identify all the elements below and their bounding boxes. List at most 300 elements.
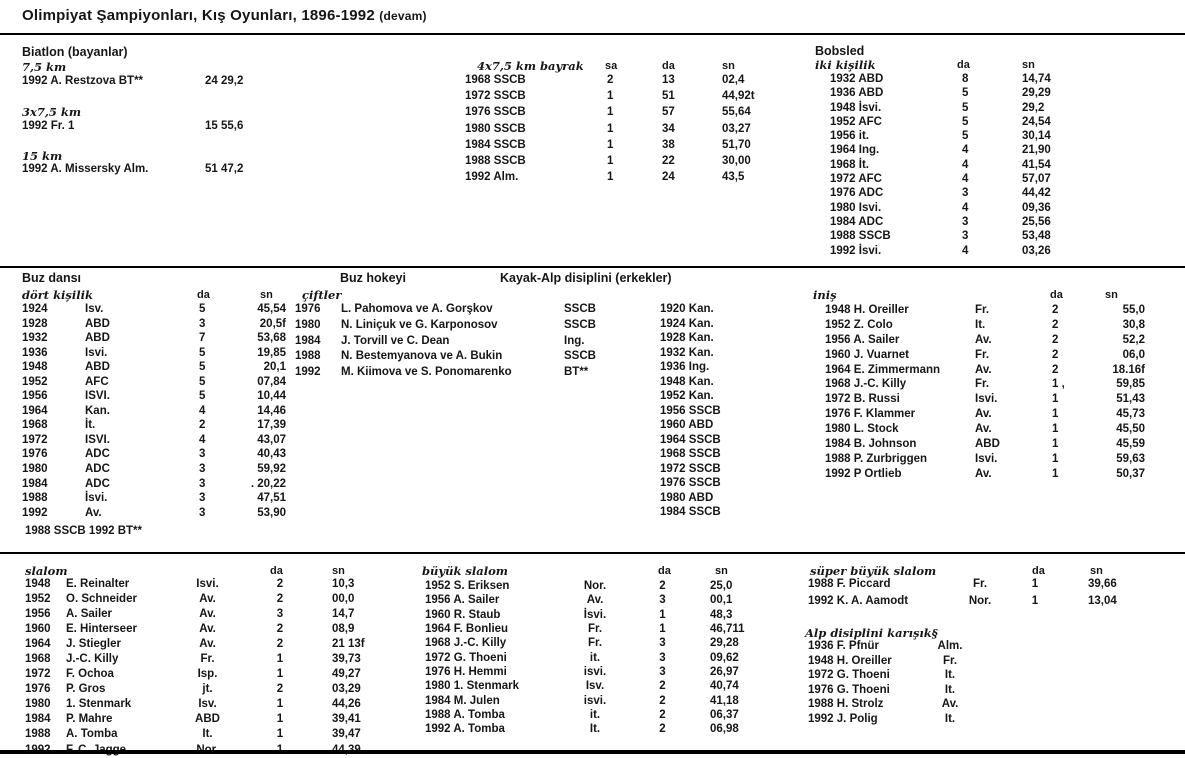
cell-sn: 06,37 — [710, 709, 739, 722]
table-row — [805, 669, 985, 684]
cell-sa: 1 — [607, 171, 614, 184]
cell-entry: 1932 Kan. — [660, 346, 714, 359]
cell-sa: 1 — [607, 106, 614, 119]
table-row — [25, 593, 365, 608]
cell-da: 4 — [199, 404, 206, 417]
cell-sn: 59,85 — [1116, 378, 1145, 391]
cell-da: 2 — [659, 723, 666, 736]
cell-country: Isvi. — [196, 578, 219, 590]
cell-country: Av. — [975, 363, 992, 376]
cell-year: 1968 — [25, 653, 51, 666]
cell-entry: 1992 A. Restzova BT** — [22, 75, 144, 87]
section-header-buz-hokeyi: Buz hokeyi — [340, 271, 406, 285]
cell-da: 5 — [962, 130, 969, 143]
event-name-dort-kisilik: dört kişilik — [22, 288, 93, 302]
cell-da: 2 — [1052, 304, 1059, 316]
cell-da: 1 — [276, 698, 284, 711]
cell-year: 1984 — [22, 477, 48, 490]
cell-da: 3 — [199, 506, 206, 519]
footnote: 1988 SSCB 1992 BT** — [25, 525, 142, 537]
cell-da: 2 — [1052, 318, 1059, 331]
cell-sn: 52,2 — [1122, 333, 1145, 346]
cell-da: 5 — [199, 361, 206, 374]
cell-country: ABD — [85, 332, 110, 345]
table-row — [815, 173, 1051, 187]
table-row — [25, 608, 365, 623]
section-header-buz-dansi: Buz dansı — [22, 271, 82, 285]
cell-country: Isp. — [197, 668, 218, 681]
cell-sn: 10,3 — [332, 578, 355, 590]
table-row — [815, 102, 1051, 116]
cell-country: Ing. — [564, 334, 585, 347]
cell-da: 2 — [1052, 348, 1059, 361]
cell-country: SSCB — [564, 350, 596, 363]
cell-da: 3 — [659, 666, 666, 679]
cell-sn: 39,47 — [332, 728, 361, 741]
cell-entry: 1956 SSCB — [660, 404, 721, 417]
table-row — [813, 349, 1145, 364]
cell-sn: 10,44 — [257, 390, 286, 403]
col-header-da: da — [662, 60, 675, 72]
table-row — [420, 652, 745, 666]
cell-year: 1928 — [22, 317, 48, 330]
cell-da: 1 — [659, 608, 666, 621]
cell-entry: 1960 ABD — [660, 419, 714, 431]
cell-entry: 1968 J.-C. Killy — [425, 637, 507, 650]
table-row — [660, 463, 721, 478]
table-row — [805, 655, 985, 670]
divider-top — [0, 33, 1185, 35]
cell-entry: 1988 P. Zurbriggen — [825, 452, 928, 465]
cell-names: N. Bestemyanova ve A. Bukin — [341, 350, 503, 363]
cell-country: Av. — [975, 467, 992, 480]
page-title — [22, 7, 427, 24]
table-row — [805, 713, 985, 728]
ciftler-table — [295, 303, 596, 382]
cell-sn: 57,07 — [1022, 173, 1051, 186]
table-row — [22, 419, 286, 434]
cell-year: 1976 — [22, 448, 48, 461]
cell-sn: 55,64 — [722, 106, 751, 119]
cell-da: 5 — [199, 346, 206, 359]
table-row — [660, 506, 721, 521]
table-row — [420, 637, 745, 651]
cell-sa: 1 — [607, 154, 614, 167]
cell-da: 2 — [659, 709, 666, 722]
cell-name: P. Gros — [66, 683, 106, 696]
cell-sn: 44,92t — [722, 90, 755, 103]
cell-time: 51 47,2 — [205, 163, 244, 175]
table-row — [295, 335, 596, 351]
cell-year: 1952 — [22, 375, 48, 388]
cell-country: Fr. — [975, 304, 990, 316]
cell-country: Av. — [586, 594, 604, 607]
cell-year: 1980 — [295, 318, 321, 331]
cell-country: Fr. — [975, 348, 990, 361]
cell-sn: 46,711 — [710, 623, 745, 636]
table-row — [420, 695, 745, 709]
col-header-sn: sn — [332, 565, 345, 577]
cell-entry: 1992 J. Polig — [808, 712, 878, 725]
col-header-da: da — [1032, 565, 1045, 577]
event-name-buyuk-slalom: büyük slalom — [422, 564, 508, 578]
table-row — [813, 453, 1145, 468]
page-title-suffix: (devam) — [379, 9, 427, 23]
cell-sn: 51,43 — [1116, 393, 1145, 406]
cell-sn: 53,68 — [257, 332, 286, 345]
table-row — [420, 623, 745, 637]
cell-sa: 1 — [607, 122, 614, 135]
col-header-da: da — [270, 565, 283, 577]
cell-da: 2 — [659, 580, 666, 592]
cell-entry: 1980 ABD — [660, 491, 714, 504]
cell-sn: 29,29 — [1022, 87, 1051, 100]
divider-band3 — [0, 552, 1185, 554]
table-row — [22, 390, 286, 405]
event-name-7-5km: 7,5 km — [22, 60, 67, 74]
table-row — [465, 74, 755, 90]
cell-entry: 1948 H. Oreiller — [808, 654, 892, 667]
cell-sn: 29,28 — [710, 637, 739, 650]
cell-entry: 1992 Fr. 1 — [22, 120, 75, 132]
col-header-sn: sn — [1090, 565, 1103, 577]
cell-entry: 1920 Kan. — [660, 303, 714, 315]
cell-entry: 1952 AFC — [830, 115, 882, 128]
table-row — [660, 448, 721, 463]
cell-name: E. Hinterseer — [66, 623, 137, 636]
cell-entry: 1992 İsvi. — [830, 244, 882, 257]
cell-entry: 1976 H. Hemmi — [425, 666, 507, 679]
cell-entry: 1992 K. A. Aamodt — [808, 595, 909, 607]
cell-sn: 09,36 — [1022, 201, 1051, 214]
result-row — [22, 163, 243, 175]
cell-sn: 30,8 — [1122, 318, 1145, 331]
cell-sn: 14,7 — [332, 608, 355, 621]
table-row — [815, 187, 1051, 201]
event-name-3x7-5km: 3x7,5 km — [22, 105, 82, 119]
table-row — [660, 434, 721, 449]
cell-entry: 1988 F. Piccard — [808, 578, 891, 590]
cell-year: 1984 — [25, 713, 51, 726]
table-row — [660, 332, 721, 347]
cell-country: Isvi. — [85, 346, 108, 359]
cell-sn: 25,56 — [1022, 215, 1051, 228]
cell-sn: 14,46 — [257, 404, 286, 417]
table-row — [25, 623, 365, 638]
cell-da: 1 — [1052, 467, 1059, 480]
cell-country: Isv. — [585, 680, 605, 693]
cell-sn: 41,54 — [1022, 158, 1051, 171]
cell-sn: 39,66 — [1088, 578, 1117, 590]
cell-country: BT** — [564, 366, 589, 379]
cell-country: Fr. — [942, 654, 958, 667]
cell-country: İt. — [85, 419, 96, 432]
cell-name: A. Sailer — [66, 608, 113, 621]
super-buyuk-slalom-table — [805, 578, 1117, 612]
buz-hokeyi-list — [660, 303, 721, 521]
section-header-kayak-alp: Kayak-Alp disiplini (erkekler) — [500, 271, 672, 285]
cell-name: 1. Stenmark — [66, 698, 132, 711]
cell-sn: 30,00 — [722, 154, 751, 167]
col-header-sn: sn — [260, 289, 273, 301]
cell-year: 1980 — [22, 463, 48, 476]
table-row — [805, 684, 985, 699]
cell-da: 1 — [1052, 438, 1059, 451]
col-header-da: da — [957, 59, 970, 71]
cell-year: 1956 — [25, 608, 51, 621]
cell-da: 3 — [962, 230, 969, 243]
cell-country: ADC — [85, 477, 110, 490]
cell-sa: 1 — [607, 90, 614, 103]
cell-country: Av. — [85, 506, 102, 519]
cell-da: 3 — [199, 477, 206, 490]
cell-year: 1952 — [25, 593, 51, 606]
cell-da: 22 — [662, 154, 675, 167]
cell-da: 5 — [962, 115, 969, 128]
cell-entry: 1988 A. Tomba — [425, 709, 505, 722]
cell-entry: 1952 Z. Colo — [825, 318, 893, 331]
cell-sn: 47,51 — [257, 492, 286, 505]
table-row — [813, 423, 1145, 438]
event-name-alp-karisik: Alp disiplini karışık§ — [805, 626, 938, 640]
cell-da: 3 — [199, 448, 206, 461]
cell-sn: 03,27 — [722, 122, 751, 135]
cell-sn: 53,48 — [1022, 230, 1051, 243]
cell-da: 38 — [662, 138, 675, 151]
cell-sn: 08,9 — [332, 623, 355, 636]
cell-sn: 14,74 — [1022, 73, 1051, 85]
page-title-text: Olimpiyat Şampiyonları, Kış Oyunları, 1896-1992 — [22, 7, 375, 24]
table-row — [420, 709, 745, 723]
table-row — [465, 139, 755, 155]
cell-da: 5 — [199, 303, 206, 315]
inis-table — [813, 304, 1145, 483]
cell-entry: 1948 H. Oreiller — [825, 304, 909, 316]
cell-entry: 1968 İt. — [830, 158, 869, 171]
table-row — [22, 463, 286, 478]
table-row — [420, 594, 745, 608]
cell-da: 2 — [659, 694, 666, 707]
cell-entry: 1928 Kan. — [660, 332, 714, 344]
table-row — [805, 578, 1117, 595]
table-row — [813, 334, 1145, 349]
cell-da: 1 — [276, 728, 284, 741]
cell-country: Kan. — [85, 404, 110, 417]
cell-da: 1 — [276, 668, 284, 681]
cell-da: 3 — [659, 637, 666, 650]
event-name-inis: iniş — [813, 288, 837, 302]
cell-sn: 06,0 — [1122, 348, 1145, 361]
bobsled-table — [815, 73, 1051, 259]
cell-sn: 45,54 — [257, 303, 286, 315]
table-row — [813, 319, 1145, 334]
event-name-ciftler: çiftler — [302, 288, 342, 302]
slalom-table — [25, 578, 365, 758]
cell-da: 3 — [659, 594, 666, 607]
cell-country: It. — [944, 712, 956, 725]
cell-entry: 1992 A. Tomba — [425, 723, 505, 736]
cell-entry: 1924 Kan. — [660, 317, 714, 330]
cell-sn: 06,98 — [710, 723, 739, 736]
col-header-sn: sn — [1105, 289, 1118, 301]
cell-name: J. Stiegler — [66, 638, 121, 651]
table-row — [420, 680, 745, 694]
col-header-da: da — [1050, 289, 1063, 301]
cell-entry: 1988 SSCB — [465, 154, 526, 167]
table-row — [22, 492, 286, 507]
cell-entry: 1972 SSCB — [465, 90, 526, 103]
divider-band2 — [0, 266, 1185, 268]
table-row — [660, 303, 721, 318]
cell-da: 1 , — [1052, 378, 1065, 391]
table-row — [813, 304, 1145, 319]
cell-da: 3 — [276, 608, 284, 621]
cell-entry: 1976 F. Klammer — [825, 408, 916, 421]
cell-da: 1 — [659, 623, 666, 636]
cell-sn: 44,42 — [1022, 187, 1051, 200]
table-row — [815, 230, 1051, 244]
cell-sn: 59,63 — [1116, 452, 1145, 465]
table-row — [813, 468, 1145, 483]
cell-da: 4 — [962, 173, 969, 186]
cell-entry: 1964 E. Zimmermann — [825, 363, 941, 376]
cell-da: 2 — [276, 638, 284, 651]
cell-country: Isv. — [198, 698, 217, 711]
cell-entry: 1972 G. Thoeni — [425, 651, 507, 664]
cell-names: N. Liniçuk ve G. Karponosov — [341, 318, 498, 331]
table-row — [295, 303, 596, 319]
table-row — [815, 159, 1051, 173]
table-row — [815, 73, 1051, 87]
cell-entry: 1972 SSCB — [660, 462, 721, 475]
cell-sn: 39,73 — [332, 653, 361, 666]
cell-country: It. — [975, 318, 986, 331]
cell-country: Av. — [199, 638, 216, 651]
cell-entry: 1952 Kan. — [660, 390, 714, 402]
cell-entry: 1960 R. Staub — [425, 608, 501, 621]
cell-country: Av. — [975, 423, 992, 436]
result-row — [22, 75, 243, 87]
cell-year: 1932 — [22, 332, 48, 345]
event-name-super-buyuk-slalom: süper büyük slalom — [810, 564, 937, 578]
table-row — [660, 361, 721, 376]
cell-da: 3 — [199, 463, 206, 476]
table-row — [465, 155, 755, 171]
table-row — [660, 492, 721, 507]
table-row — [805, 640, 985, 655]
cell-sn: 45,73 — [1116, 408, 1145, 421]
cell-country: Av. — [941, 698, 959, 710]
table-row — [465, 106, 755, 122]
cell-da: 2 — [276, 593, 284, 606]
cell-entry: 1956 A. Sailer — [425, 594, 500, 607]
table-row — [420, 723, 745, 737]
cell-year: 1948 — [25, 578, 51, 590]
table-row — [815, 87, 1051, 101]
table-row — [22, 376, 286, 391]
cell-names: M. Kiimova ve S. Ponomarenko — [341, 366, 512, 379]
cell-entry: 1976 ADC — [830, 187, 884, 200]
table-row — [465, 171, 755, 187]
table-row — [813, 364, 1145, 379]
cell-da: 8 — [962, 73, 969, 85]
table-row — [25, 653, 365, 668]
cell-da: 5 — [199, 375, 206, 388]
divider-bottom — [0, 750, 1185, 754]
cell-sn: 44,26 — [332, 698, 361, 711]
cell-country: It. — [944, 683, 956, 696]
cell-da: 1 — [1052, 423, 1059, 436]
cell-entry: 1936 ABD — [830, 87, 884, 100]
cell-sn: 26,97 — [710, 666, 739, 679]
table-row — [815, 130, 1051, 144]
table-row — [660, 390, 721, 405]
cell-entry: 1976 SSCB — [465, 106, 526, 119]
cell-country: İsvi. — [583, 608, 607, 621]
cell-entry: 1964 SSCB — [660, 433, 721, 446]
event-name-iki-kisilik: iki kişilik — [815, 58, 876, 72]
table-row — [22, 405, 286, 420]
cell-sn: 41,18 — [710, 694, 739, 707]
cell-da: 3 — [199, 492, 206, 505]
table-row — [805, 698, 985, 713]
cell-time: 24 29,2 — [205, 75, 244, 87]
cell-year: 1968 — [22, 419, 48, 432]
cell-entry: 1984 ADC — [830, 215, 884, 228]
table-row — [22, 332, 286, 347]
cell-da: 2 — [1052, 363, 1059, 376]
table-row — [295, 350, 596, 366]
col-header-sa: sa — [605, 60, 618, 72]
cell-year: 1992 — [295, 366, 321, 379]
table-row — [295, 366, 596, 382]
cell-sn: 50,37 — [1116, 467, 1145, 480]
cell-da: 2 — [1052, 333, 1059, 346]
cell-da: 1 — [1031, 578, 1039, 590]
table-row — [660, 405, 721, 420]
cell-country: Nor. — [583, 580, 607, 592]
cell-sn: 17,39 — [257, 419, 286, 432]
cell-da: 4 — [962, 201, 969, 214]
table-row — [813, 438, 1145, 453]
cell-sn: 30,14 — [1022, 130, 1051, 143]
table-row — [25, 638, 365, 653]
cell-country: ADC — [85, 448, 110, 461]
section-header-biatlon: Biatlon (bayanlar) — [22, 45, 128, 59]
table-row — [22, 478, 286, 493]
table-row — [660, 477, 721, 492]
cell-da: 2 — [276, 623, 284, 636]
cell-country: ABD — [195, 713, 220, 726]
cell-entry: 1980 L. Stock — [825, 423, 899, 436]
cell-da: 1 — [276, 713, 284, 726]
cell-year: 1972 — [22, 433, 48, 446]
cell-sn: 25,0 — [710, 580, 733, 592]
table-row — [22, 434, 286, 449]
cell-entry: 1980 1. Stenmark — [425, 680, 519, 693]
cell-entry: 1952 S. Eriksen — [425, 580, 510, 592]
cell-entry: 1968 SSCB — [465, 74, 526, 86]
table-row — [22, 448, 286, 463]
cell-year: 1980 — [25, 698, 51, 711]
cell-entry: 1988 H. Strolz — [808, 698, 884, 710]
table-row — [25, 698, 365, 713]
cell-entry: 1992 Alm. — [465, 171, 519, 184]
table-row — [815, 116, 1051, 130]
cell-da: 1 — [1052, 393, 1059, 406]
cell-country: Fr. — [200, 653, 215, 666]
cell-year: 1948 — [22, 361, 48, 374]
